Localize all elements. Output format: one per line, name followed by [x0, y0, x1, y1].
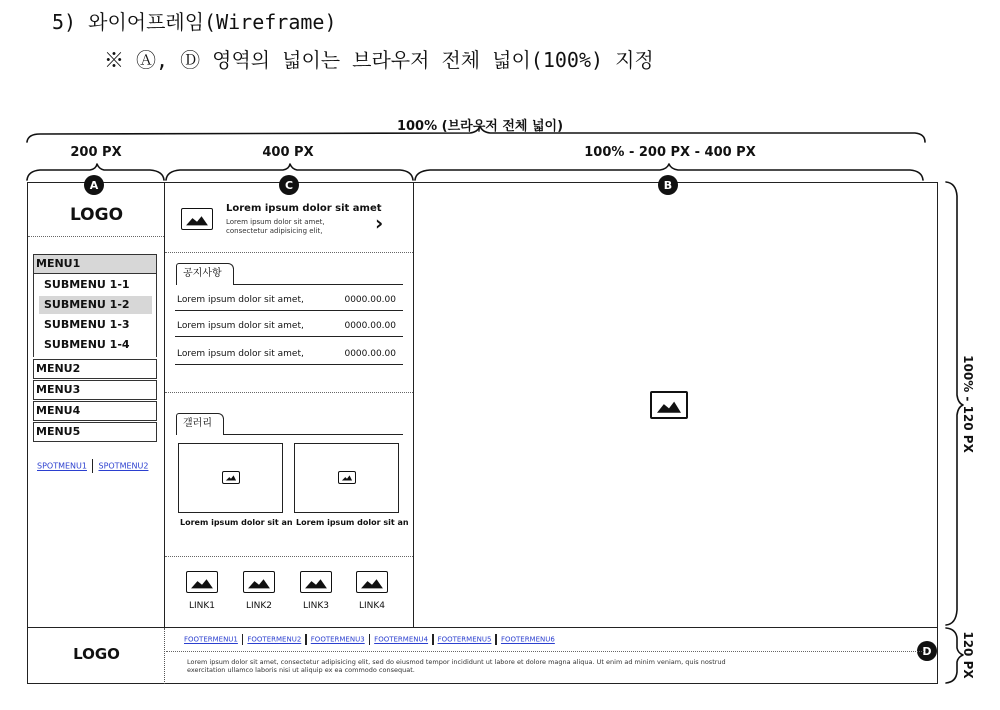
image-icon [222, 471, 240, 484]
footer-divider-bar [305, 634, 307, 645]
footer-menu-6[interactable]: FOOTERMENU6 [500, 635, 555, 644]
submenu-item-1-3[interactable]: SUBMENU 1-3 [44, 318, 130, 331]
notice-date: 0000.00.00 [344, 349, 396, 359]
link-label[interactable]: LINK3 [302, 601, 330, 611]
footer-menu [184, 634, 555, 645]
main-menu [33, 254, 157, 442]
footer-height-label: 120 PX [961, 631, 975, 679]
banner-title[interactable]: Lorem ipsum dolor sit amet [226, 203, 382, 214]
notice-row[interactable] [175, 294, 403, 311]
col-a-width-label: 200 PX [70, 145, 122, 160]
footer-menu-3[interactable]: FOOTERMENU3 [310, 635, 365, 644]
gallery-thumb[interactable] [294, 443, 399, 513]
footer-divider-bar [432, 634, 434, 645]
footer-menu-5[interactable]: FOOTERMENU5 [437, 635, 492, 644]
submenu-item-1-4[interactable]: SUBMENU 1-4 [44, 338, 130, 351]
gallery-thumb[interactable] [178, 443, 283, 513]
logo-separator [28, 236, 164, 237]
image-icon [338, 471, 356, 484]
notice-date: 0000.00.00 [344, 295, 396, 305]
col-b-width-label: 100% - 200 PX - 400 PX [584, 145, 756, 160]
badge-c: C [279, 175, 299, 195]
body-height-label: 100% - 120 PX [961, 355, 975, 453]
width-note: ※ Ⓐ, Ⓓ 영역의 넓이는 브라우저 전체 넓이(100%) 지정 [104, 48, 654, 72]
link-label[interactable]: LINK4 [358, 601, 386, 611]
notice-row[interactable] [175, 320, 403, 337]
footer-divider-bar [369, 634, 371, 645]
menu-item-menu5[interactable]: MENU5 [33, 422, 157, 442]
total-width-label: 100% (브라우저 전체 넓이) [396, 119, 564, 134]
tab-notice[interactable]: 공지사항 [176, 263, 234, 285]
menu-item-menu4[interactable]: MENU4 [33, 401, 157, 421]
link2-image-icon[interactable] [243, 571, 275, 593]
notice-title: Lorem ipsum dolor sit amet, [177, 321, 304, 331]
image-icon [181, 208, 213, 230]
footer-menu-2[interactable]: FOOTERMENU2 [247, 635, 302, 644]
footer-divider-bar [242, 634, 244, 645]
menu-item-menu2[interactable]: MENU2 [33, 359, 157, 379]
gallery-caption: Lorem ipsum dolor sit an [296, 518, 409, 527]
link3-image-icon[interactable] [300, 571, 332, 593]
badge-d: D [917, 641, 937, 661]
footer-logo[interactable]: LOGO [73, 645, 120, 663]
footer-menu-1[interactable]: FOOTERMENU1 [184, 635, 238, 644]
notice-date: 0000.00.00 [344, 321, 396, 331]
notice-title: Lorem ipsum dolor sit amet, [177, 349, 304, 359]
menu-item-menu1[interactable]: MENU1 [33, 254, 157, 274]
submenu-list [33, 274, 157, 357]
spot-menu-2[interactable]: SPOTMENU2 [98, 461, 149, 471]
notice-separator [165, 392, 413, 393]
link-label[interactable]: LINK2 [245, 601, 273, 611]
link-label[interactable]: LINK1 [188, 601, 216, 611]
image-icon [650, 391, 688, 419]
banner-text: Lorem ipsum dolor sit amet, consectetur adipisicing elit, [226, 218, 325, 235]
chevron-right-icon[interactable]: › [375, 211, 384, 235]
menu-item-menu3[interactable]: MENU3 [33, 380, 157, 400]
footer-menu-4[interactable]: FOOTERMENU4 [374, 635, 429, 644]
notice-row[interactable] [175, 348, 403, 365]
badge-b: B [658, 175, 678, 195]
col-c-width-label: 400 PX [262, 145, 314, 160]
submenu-item-1-1[interactable]: SUBMENU 1-1 [44, 278, 130, 291]
submenu-item-1-2[interactable]: SUBMENU 1-2 [39, 296, 152, 314]
link4-image-icon[interactable] [356, 571, 388, 593]
gallery-separator [165, 556, 413, 557]
spot-menu [37, 459, 148, 473]
section-heading: 5) 와이어프레임(Wireframe) [52, 10, 337, 34]
footer-info-separator [166, 651, 926, 652]
footer-info: Lorem ipsum dolor sit amet, consectetur adipisicing elit, sed do eiusmod tempor incididunt ut labore et dolore magna aliqua. Ut enim ad minim veniam, quis nostrud exercitation ullamco laboris nisi ut aliquip ex ea commodo consequat. [187, 658, 726, 674]
gallery-tab-line [223, 434, 403, 435]
spot-divider [92, 459, 94, 473]
header-logo[interactable]: LOGO [69, 205, 124, 225]
spot-menu-1[interactable]: SPOTMENU1 [37, 461, 87, 471]
notice-title: Lorem ipsum dolor sit amet, [177, 295, 304, 305]
footer-divider-bar [495, 634, 497, 645]
tab-gallery[interactable]: 갤러리 [176, 413, 224, 435]
divider-a-c [164, 182, 165, 628]
banner-separator [165, 252, 413, 253]
link1-image-icon[interactable] [186, 571, 218, 593]
badge-a: A [84, 175, 104, 195]
gallery-caption: Lorem ipsum dolor sit an [180, 518, 293, 527]
divider-c-b [413, 182, 414, 628]
notice-tab-line [233, 284, 403, 285]
